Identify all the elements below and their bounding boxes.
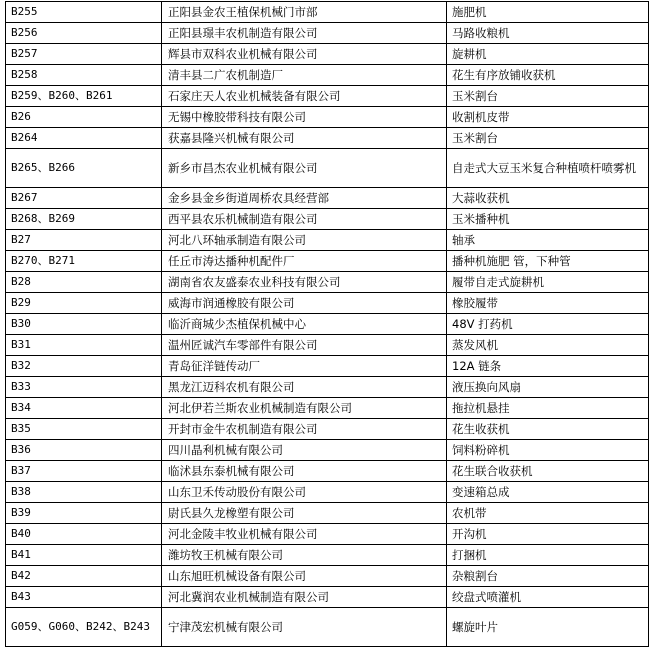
product-cell: 马路收粮机 bbox=[447, 23, 649, 44]
booth-code-cell: B259、B260、B261 bbox=[6, 86, 162, 107]
company-name-cell: 清丰县二广农机制造厂 bbox=[162, 65, 447, 86]
product-cell: 旋耕机 bbox=[447, 44, 649, 65]
booth-code-cell: B267 bbox=[6, 188, 162, 209]
table-row bbox=[6, 44, 649, 65]
table-row bbox=[6, 587, 649, 608]
table-row bbox=[6, 545, 649, 566]
booth-code-cell: B39 bbox=[6, 503, 162, 524]
booth-code-cell: B258 bbox=[6, 65, 162, 86]
company-name-cell: 温州匠诚汽车零部件有限公司 bbox=[162, 335, 447, 356]
product-cell: 蒸发风机 bbox=[447, 335, 649, 356]
booth-code-cell: B31 bbox=[6, 335, 162, 356]
product-cell: 饲料粉碎机 bbox=[447, 440, 649, 461]
table-row bbox=[6, 293, 649, 314]
company-name-cell: 河北八环轴承制造有限公司 bbox=[162, 230, 447, 251]
company-name-cell: 任丘市涛达播种机配件厂 bbox=[162, 251, 447, 272]
booth-code-cell: B41 bbox=[6, 545, 162, 566]
booth-code-cell: B35 bbox=[6, 419, 162, 440]
booth-code-cell: B42 bbox=[6, 566, 162, 587]
company-name-cell: 山东旭旺机械设备有限公司 bbox=[162, 566, 447, 587]
table-row bbox=[6, 461, 649, 482]
table-row bbox=[6, 251, 649, 272]
product-cell: 玉米割台 bbox=[447, 128, 649, 149]
booth-code-cell: B26 bbox=[6, 107, 162, 128]
booth-code-cell: B33 bbox=[6, 377, 162, 398]
booth-code-cell: B268、B269 bbox=[6, 209, 162, 230]
company-name-cell: 潍坊牧王机械有限公司 bbox=[162, 545, 447, 566]
company-name-cell: 山东卫禾传动股份有限公司 bbox=[162, 482, 447, 503]
table-row bbox=[6, 86, 649, 107]
product-cell: 拖拉机悬挂 bbox=[447, 398, 649, 419]
product-cell: 液压换向风扇 bbox=[447, 377, 649, 398]
booth-code-cell: B36 bbox=[6, 440, 162, 461]
company-name-cell: 青岛征洋链传动厂 bbox=[162, 356, 447, 377]
booth-code-cell: B256 bbox=[6, 23, 162, 44]
table-row bbox=[6, 149, 649, 188]
company-name-cell: 新乡市昌杰农业机械有限公司 bbox=[162, 149, 447, 188]
table-row bbox=[6, 272, 649, 293]
table-row bbox=[6, 188, 649, 209]
company-name-cell: 开封市金牛农机制造有限公司 bbox=[162, 419, 447, 440]
company-name-cell: 河北金陵丰牧业机械有限公司 bbox=[162, 524, 447, 545]
booth-code-cell: B32 bbox=[6, 356, 162, 377]
product-cell: 自走式大豆玉米复合种植喷杆喷雾机 bbox=[447, 149, 649, 188]
table-row bbox=[6, 335, 649, 356]
table-row bbox=[6, 608, 649, 647]
table-row bbox=[6, 2, 649, 23]
table-row bbox=[6, 314, 649, 335]
table-row bbox=[6, 482, 649, 503]
booth-code-cell: B40 bbox=[6, 524, 162, 545]
table-row bbox=[6, 440, 649, 461]
table-row bbox=[6, 107, 649, 128]
product-cell: 花生有序放铺收获机 bbox=[447, 65, 649, 86]
product-cell: 48V 打药机 bbox=[447, 314, 649, 335]
table-row bbox=[6, 524, 649, 545]
product-cell: 变速箱总成 bbox=[447, 482, 649, 503]
table-row bbox=[6, 209, 649, 230]
product-cell: 玉米播种机 bbox=[447, 209, 649, 230]
company-name-cell: 西平县农乐机械制造有限公司 bbox=[162, 209, 447, 230]
company-name-cell: 湖南省农友盛泰农业科技有限公司 bbox=[162, 272, 447, 293]
company-name-cell: 临沭县东泰机械有限公司 bbox=[162, 461, 447, 482]
booth-code-cell: B265、B266 bbox=[6, 149, 162, 188]
company-name-cell: 石家庄天人农业机械装备有限公司 bbox=[162, 86, 447, 107]
product-cell: 螺旋叶片 bbox=[447, 608, 649, 647]
table-row bbox=[6, 356, 649, 377]
exhibitor-table-body bbox=[6, 2, 649, 647]
table-row bbox=[6, 377, 649, 398]
company-name-cell: 威海市润通橡胶有限公司 bbox=[162, 293, 447, 314]
product-cell: 打捆机 bbox=[447, 545, 649, 566]
booth-code-cell: B30 bbox=[6, 314, 162, 335]
company-name-cell: 辉县市双科农业机械有限公司 bbox=[162, 44, 447, 65]
booth-code-cell: B257 bbox=[6, 44, 162, 65]
booth-code-cell: B27 bbox=[6, 230, 162, 251]
product-cell: 轴承 bbox=[447, 230, 649, 251]
booth-code-cell: B43 bbox=[6, 587, 162, 608]
company-name-cell: 河北冀润农业机械制造有限公司 bbox=[162, 587, 447, 608]
product-cell: 绞盘式喷灌机 bbox=[447, 587, 649, 608]
table-row bbox=[6, 503, 649, 524]
company-name-cell: 临沂商城少杰植保机械中心 bbox=[162, 314, 447, 335]
company-name-cell: 获嘉县隆兴机械有限公司 bbox=[162, 128, 447, 149]
product-cell: 橡胶履带 bbox=[447, 293, 649, 314]
company-name-cell: 正阳县金农王植保机械门市部 bbox=[162, 2, 447, 23]
company-name-cell: 无锡中橡胶带科技有限公司 bbox=[162, 107, 447, 128]
table-row bbox=[6, 230, 649, 251]
company-name-cell: 尉氏县久龙橡塑有限公司 bbox=[162, 503, 447, 524]
product-cell: 农机带 bbox=[447, 503, 649, 524]
product-cell: 大蒜收获机 bbox=[447, 188, 649, 209]
booth-code-cell: B37 bbox=[6, 461, 162, 482]
product-cell: 花生联合收获机 bbox=[447, 461, 649, 482]
product-cell: 播种机施肥 管，下种管 bbox=[447, 251, 649, 272]
product-cell: 玉米割台 bbox=[447, 86, 649, 107]
booth-code-cell: B28 bbox=[6, 272, 162, 293]
table-row bbox=[6, 128, 649, 149]
booth-code-cell: B38 bbox=[6, 482, 162, 503]
company-name-cell: 正阳县璟丰农机制造有限公司 bbox=[162, 23, 447, 44]
booth-code-cell: B264 bbox=[6, 128, 162, 149]
product-cell: 施肥机 bbox=[447, 2, 649, 23]
table-row bbox=[6, 23, 649, 44]
product-cell: 杂粮割台 bbox=[447, 566, 649, 587]
booth-code-cell: B270、B271 bbox=[6, 251, 162, 272]
product-cell: 收割机皮带 bbox=[447, 107, 649, 128]
exhibitor-table bbox=[5, 1, 649, 647]
table-row bbox=[6, 398, 649, 419]
table-row bbox=[6, 566, 649, 587]
booth-code-cell: B34 bbox=[6, 398, 162, 419]
company-name-cell: 金乡县金乡街道周桥农具经营部 bbox=[162, 188, 447, 209]
company-name-cell: 四川晶利机械有限公司 bbox=[162, 440, 447, 461]
company-name-cell: 河北伊若兰斯农业机械制造有限公司 bbox=[162, 398, 447, 419]
product-cell: 花生收获机 bbox=[447, 419, 649, 440]
booth-code-cell: B255 bbox=[6, 2, 162, 23]
booth-code-cell: B29 bbox=[6, 293, 162, 314]
booth-code-cell: G059、G060、B242、B243 bbox=[6, 608, 162, 647]
product-cell: 开沟机 bbox=[447, 524, 649, 545]
product-cell: 履带自走式旋耕机 bbox=[447, 272, 649, 293]
company-name-cell: 宁津茂宏机械有限公司 bbox=[162, 608, 447, 647]
product-cell: 12A 链条 bbox=[447, 356, 649, 377]
table-row bbox=[6, 419, 649, 440]
table-row bbox=[6, 65, 649, 86]
company-name-cell: 黑龙江迈科农机有限公司 bbox=[162, 377, 447, 398]
